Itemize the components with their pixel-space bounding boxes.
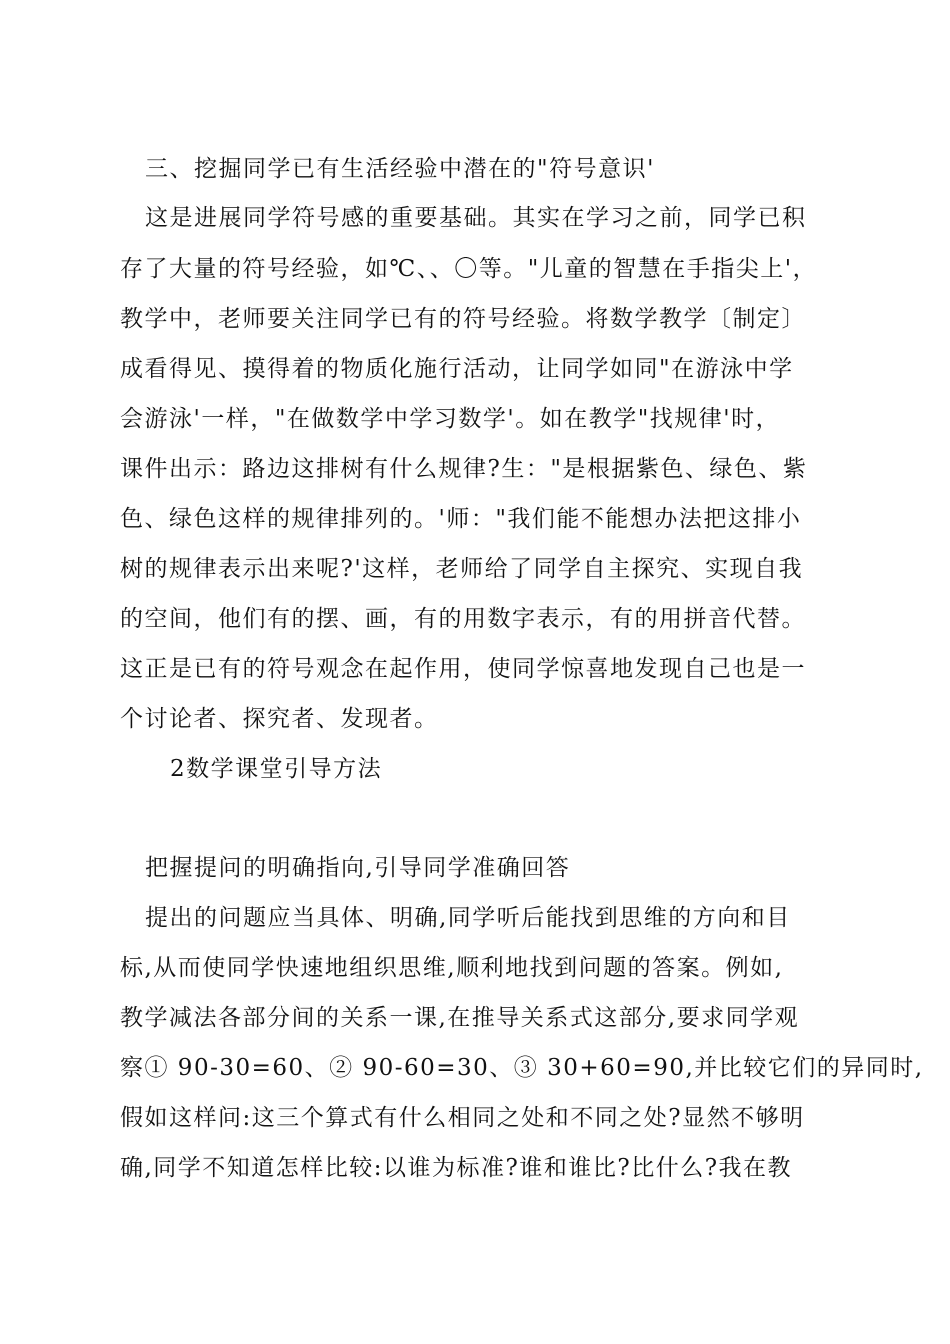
paragraph-line: 课件出示：路边这排树有什么规律?生："是根据紫色、绿色、紫 [120,456,808,482]
paragraph-line: 假如这样问:这三个算式有什么相同之处和不同之处?显然不够明 [120,1105,805,1131]
paragraph-line: 教学中，老师要关注同学已有的符号经验。将数学教学〔制定〕 [120,306,806,332]
section-heading-guidance-methods: 2数学课堂引导方法 [170,756,383,782]
paragraph-line: 标,从而使同学快速地组织思维,顺利地找到问题的答案。例如, [120,955,784,981]
section-heading-questioning: 把握提问的明确指向,引导同学准确回答 [145,855,571,881]
paragraph-line: 色、绿色这样的规律排列的。'师："我们能不能想办法把这排小 [120,506,802,532]
paragraph-line: 教学减法各部分间的关系一课,在推导关系式这部分,要求同学观 [120,1005,800,1031]
paragraph-line: 提出的问题应当具体、明确,同学听后能找到思维的方向和目 [145,905,791,931]
paragraph-line: 会游泳'一样，"在做数学中学习数学'。如在教学"找规律'时， [120,406,781,432]
paragraph-line: 成看得见、摸得着的物质化施行活动，让同学如同"在游泳中学 [120,356,794,382]
paragraph-line: 个讨论者、探究者、发现者。 [120,706,439,732]
paragraph-line: 这正是已有的符号观念在起作用，使同学惊喜地发现自己也是一 [120,656,806,682]
paragraph-line: 树的规律表示出来呢?'这样，老师给了同学自主探究、实现自我 [120,556,804,582]
section-heading-symbol-sense: 三、挖掘同学已有生活经验中潜在的"符号意识' [145,156,655,182]
paragraph-line: 的空间，他们有的摆、画，有的用数字表示，有的用拼音代替。 [120,606,806,632]
paragraph-line: 这是进展同学符号感的重要基础。其实在学习之前，同学已积 [145,205,807,231]
paragraph-line: 存了大量的符号经验，如℃、、〇等。"儿童的智慧在手指尖上'， [120,256,818,282]
paragraph-line: 确,同学不知道怎样比较:以谁为标准?谁和谁比?比什么?我在教 [120,1155,793,1181]
paragraph-line: 察① 90-30=60、② 90-60=30、③ 30+60=90,并比较它们的异同时, [120,1055,924,1081]
